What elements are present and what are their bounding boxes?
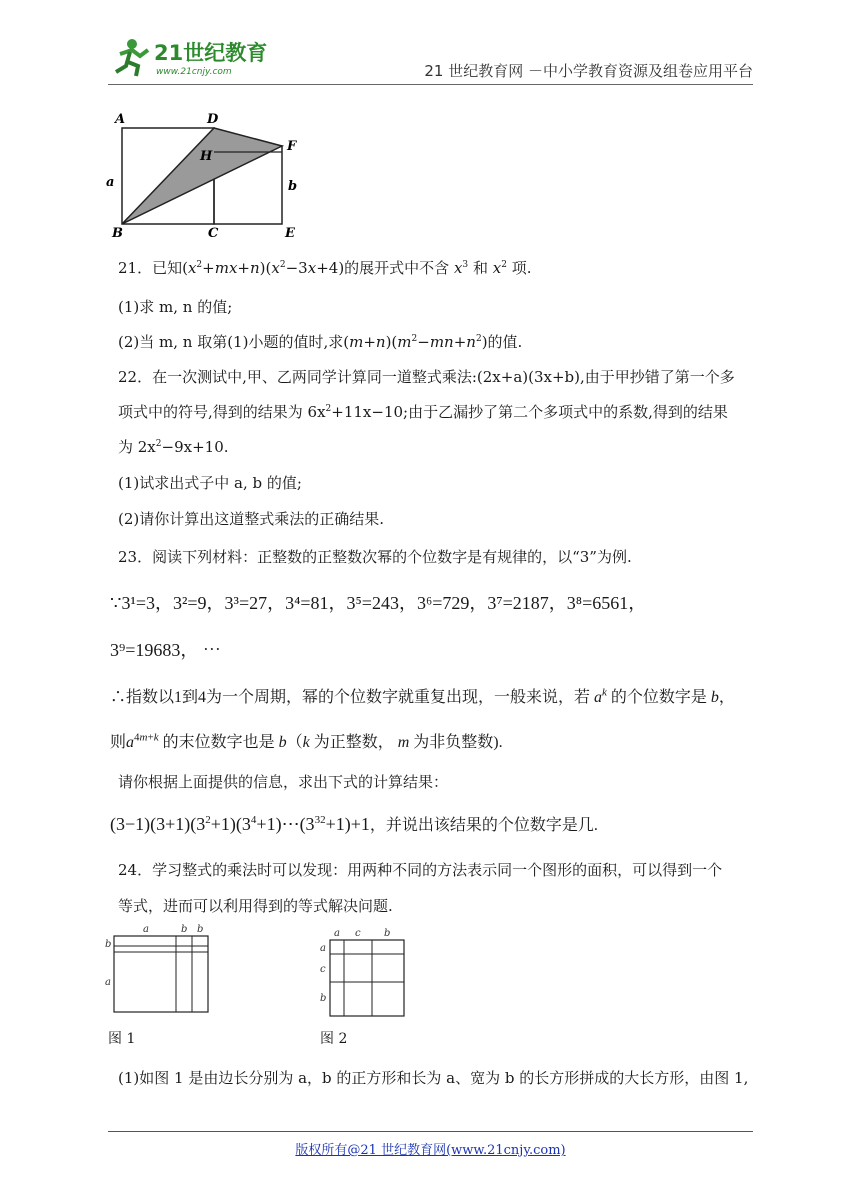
- q24-line2: 等式，进而可以利用得到的等式解决问题.: [118, 897, 393, 915]
- q23-ask: 请你根据上面提供的信息，求出下式的计算结果：: [118, 773, 449, 791]
- q23-expression: $(3-1)(3+1)(3^2+1)(3^4+1)\cdots(3^{32}+1)+1$，并说出该结果的个位数字是几.: [110, 814, 598, 834]
- q22-line1: 22．在一次测试中,甲、乙两同学计算同一道整式乘法:(2x+a)(3x+b),由于甲抄错了第一个多: [118, 368, 735, 386]
- svg-text:c: c: [320, 964, 326, 975]
- label-H: H: [200, 149, 213, 164]
- label-E: E: [285, 226, 295, 240]
- figure-1-caption: 图 1: [108, 1031, 136, 1047]
- q23-line1: 23．阅读下列材料：正整数的正整数次幂的个位数字是有规律的，以“3”为例.: [118, 548, 632, 566]
- svg-text:a: a: [334, 928, 340, 939]
- label-D: D: [207, 112, 219, 127]
- header-divider: [108, 84, 753, 85]
- q22-part2: (2)请你计算出这道整式乘法的正确结果.: [118, 510, 385, 528]
- logo-url: www.21cnjy.com: [156, 67, 232, 77]
- label-b: b: [288, 179, 298, 194]
- q24-part1: (1)如图 1 是由边长分别为 a，b 的正方形和长为 a、宽为 b 的长方形拼成的大长方形，由图 1,: [118, 1069, 749, 1087]
- label-B: B: [112, 226, 123, 240]
- label-a: a: [106, 175, 115, 190]
- svg-text:b: b: [384, 928, 391, 939]
- figure-2: [312, 926, 412, 1026]
- label-A: A: [115, 112, 126, 127]
- svg-text:c: c: [355, 928, 361, 939]
- svg-text:b: b: [105, 939, 112, 950]
- q22-line2: 项式中的符号,得到的结果为 $6x^2+11x-10$;由于乙漏抄了第二个多项式中的系数,得到的结果: [118, 403, 728, 421]
- header-title: 21 世纪教育网 －中小学教育资源及组卷应用平台: [424, 62, 753, 80]
- runner-icon: [116, 39, 148, 76]
- q23-powers: ∵3¹=3，3²=9，3³=27，3⁴=81，3⁵=243，3⁶=729，3⁷=2187，3⁸=6561，: [110, 593, 647, 613]
- svg-text:a: a: [105, 977, 111, 988]
- q21-part2: (2)当 m, n 取第(1)小题的值时,求$(m+n)(m^2-mn+n^2)$的值.: [118, 333, 523, 351]
- site-logo: [110, 36, 280, 78]
- label-C: C: [208, 226, 219, 240]
- footer-copyright-link[interactable]: 版权所有@21 世纪教育网(www.21cnjy.com): [295, 1143, 566, 1158]
- q22-line3: 为 $2x^2-9x+10$.: [118, 438, 229, 456]
- q21-stem: 21．已知$(x^2+mx+n)(x^2-3x+4)$的展开式中不含 $x^3$ 和 $x^2$ 项.: [118, 259, 532, 277]
- figure-1: [100, 922, 220, 1022]
- logo-text: 21世纪教育: [154, 41, 268, 65]
- svg-text:b: b: [197, 924, 204, 935]
- q22-part1: (1)试求出式子中 a, b 的值;: [118, 474, 302, 492]
- shaded-triangle: [122, 128, 282, 224]
- svg-text:b: b: [320, 993, 327, 1004]
- footer-divider: [108, 1131, 753, 1132]
- q23-rule: ∴指数以1到4为一个周期，幂的个位数字就重复出现，一般来说，若 $a^k$ 的个位数字是 b，: [110, 686, 735, 706]
- label-F: F: [287, 139, 297, 154]
- svg-text:a: a: [143, 924, 149, 935]
- q23-powers2: 3⁹=19683， ⋯: [110, 640, 221, 660]
- q21-part1: (1)求 m, n 的值;: [118, 298, 233, 316]
- svg-text:b: b: [181, 924, 188, 935]
- svg-text:a: a: [320, 943, 326, 954]
- q24-line1: 24．学习整式的乘法时可以发现：用两种不同的方法表示同一个图形的面积，可以得到一个: [118, 861, 723, 879]
- figure-2-caption: 图 2: [320, 1031, 348, 1047]
- q23-rule2: 则$a^{4m+k}$ 的末位数字也是 b（k 为正整数， m 为非负整数).: [110, 731, 503, 751]
- figure-rectangles-abcdef: [100, 110, 310, 240]
